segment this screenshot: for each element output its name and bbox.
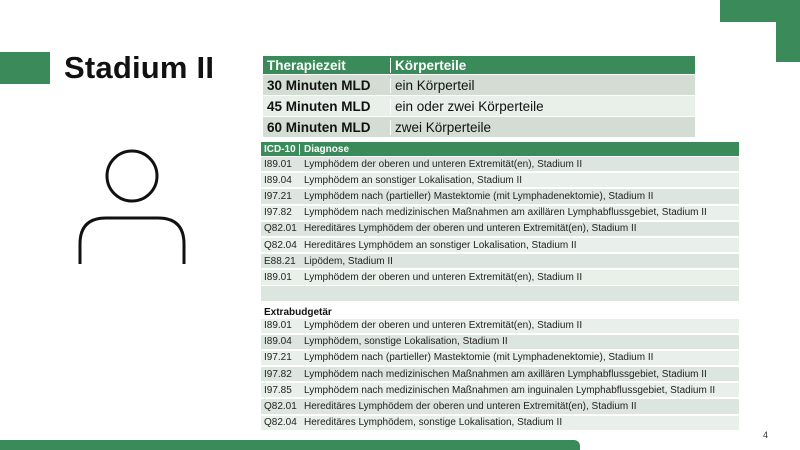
icd-row: [261, 416, 739, 431]
icd-row: [261, 189, 739, 204]
icd-diagnosis: Lymphödem an sonstiger Lokalisation, Stadium II: [304, 174, 523, 186]
icd-diagnosis: Lipödem, Stadium II: [304, 255, 393, 267]
icd-empty-row: [261, 286, 739, 302]
icd-row: [261, 173, 739, 188]
corner-logo-shape: [720, 0, 800, 62]
icd-row: [261, 319, 739, 334]
icd-code: I97.82: [264, 207, 292, 219]
icd-row: [261, 383, 739, 398]
bottom-accent-bar: [0, 440, 580, 450]
icd-header-row: [261, 142, 739, 156]
icd-code: I89.01: [264, 271, 292, 283]
icd-code: I89.01: [264, 158, 292, 170]
icd-diagnosis: Lymphödem der oberen und unteren Extremität(en), Stadium II: [304, 271, 583, 283]
page-title: Stadium II: [64, 50, 215, 85]
therapy-time: 45 Minuten MLD: [267, 98, 371, 114]
icd-row: [261, 367, 739, 382]
page-number: 4: [763, 430, 769, 440]
therapy-bodyparts: ein Körperteil: [390, 78, 475, 93]
therapy-row: [263, 117, 695, 137]
icd-diagnosis: Hereditäres Lymphödem der oberen und unteren Extremität(en), Stadium II: [304, 223, 637, 235]
icd-table: [261, 142, 739, 431]
icd-diagnosis: Hereditäres Lymphödem an sonstiger Lokalisation, Stadium II: [304, 239, 577, 251]
therapy-bodyparts: ein oder zwei Körperteile: [390, 99, 544, 114]
icd-diagnosis: Lymphödem der oberen und unteren Extremität(en), Stadium II: [304, 320, 583, 332]
icd-row: [261, 238, 739, 253]
icd-code: I97.21: [264, 352, 292, 364]
icd-diagnosis: Lymphödem, sonstige Lokalisation, Stadium II: [304, 336, 508, 348]
icd-row: [261, 222, 739, 237]
icd-code: I89.04: [264, 336, 292, 348]
icd-diagnosis: Hereditäres Lymphödem, sonstige Lokalisation, Stadium II: [304, 417, 563, 429]
icd-code: Q82.01: [264, 401, 297, 413]
icd-code: Q82.04: [264, 417, 297, 429]
therapy-header-time: Therapiezeit: [267, 57, 346, 73]
icd-code: I97.85: [264, 384, 292, 396]
icd-diagnosis: Lymphödem nach medizinischen Maßnahmen am axillären Lymphabflussgebiet, Stadium II: [304, 368, 707, 380]
icd-row: [261, 351, 739, 366]
icd-diagnosis: Lymphödem nach (partieller) Mastektomie (mit Lymphadenektomie), Stadium II: [304, 190, 654, 202]
icd-diagnosis: Hereditäres Lymphödem der oberen und unteren Extremität(en), Stadium II: [304, 401, 637, 413]
extrabudget-label: Extrabudgetär: [264, 306, 332, 318]
icd-header-diagnosis: Diagnose: [304, 143, 350, 155]
therapy-row: [263, 96, 695, 116]
icd-code: Q82.01: [264, 223, 297, 235]
therapy-header-row: [263, 56, 695, 74]
icd-diagnosis: Lymphödem nach (partieller) Mastektomie (mit Lymphadenektomie), Stadium II: [304, 352, 654, 364]
person-icon: [74, 148, 190, 266]
icd-code: I89.04: [264, 174, 292, 186]
therapy-header-bodyparts: Körperteile: [390, 58, 466, 73]
icd-row: [261, 157, 739, 172]
therapy-time: 30 Minuten MLD: [267, 77, 371, 93]
icd-diagnosis: Lymphödem nach medizinischen Maßnahmen am inguinalen Lymphabflussgebiet, Stadium II: [304, 384, 716, 396]
therapy-table: [263, 56, 695, 137]
icd-row: [261, 335, 739, 350]
icd-row: [261, 206, 739, 221]
therapy-bodyparts: zwei Körperteile: [390, 120, 491, 135]
therapy-row: [263, 75, 695, 95]
icd-code: E88.21: [264, 255, 296, 267]
title-accent-bar: [0, 52, 50, 84]
icd-code: I89.01: [264, 320, 292, 332]
therapy-time: 60 Minuten MLD: [267, 119, 371, 135]
corner-logo-path: [720, 0, 800, 62]
icd-code: I97.21: [264, 190, 292, 202]
icd-row: [261, 399, 739, 414]
icd-diagnosis: Lymphödem nach medizinischen Maßnahmen am axillären Lymphabflussgebiet, Stadium II: [304, 207, 707, 219]
icd-header-code: ICD-10: [261, 144, 300, 155]
icd-row: [261, 254, 739, 269]
icd-code: I97.82: [264, 368, 292, 380]
icd-code: Q82.04: [264, 239, 297, 251]
icd-row: [261, 270, 739, 285]
icd-diagnosis: Lymphödem der oberen und unteren Extremität(en), Stadium II: [304, 158, 583, 170]
